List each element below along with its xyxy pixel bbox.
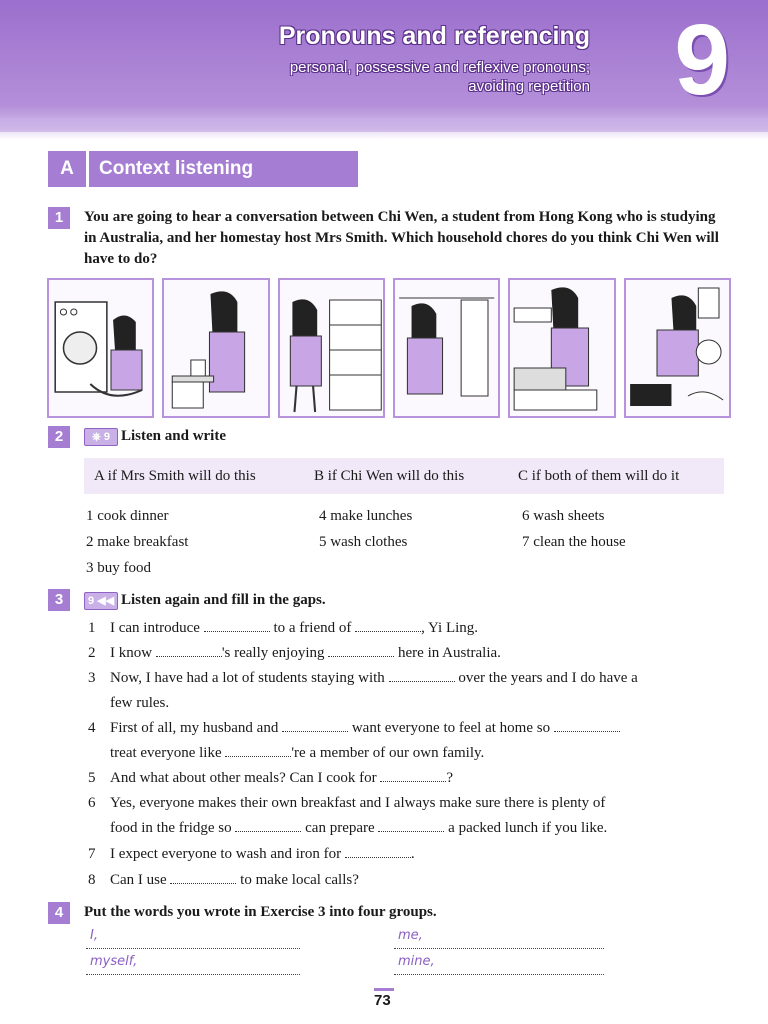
handwritten-answer: mine, (398, 954, 435, 969)
exercise-4-number: 4 (48, 902, 70, 924)
section-header (48, 151, 358, 187)
chore-item: 5 wash clothes (319, 534, 408, 550)
page-number: 73 (374, 992, 391, 1009)
gap-input[interactable] (170, 869, 236, 884)
sentence-text: over the years and I do have a (454, 670, 638, 686)
chore-item: 2 make breakfast (86, 534, 189, 550)
legend-c: C if both of them will do it (518, 467, 680, 484)
chore-item: 6 wash sheets (522, 508, 605, 524)
section-letter: A (48, 151, 89, 187)
handwritten-answer: I, (90, 928, 98, 943)
handwritten-answer: myself, (90, 954, 138, 969)
audio-track-icon[interactable]: ⎈ 9 (84, 428, 118, 446)
sentence-text: First of all, my husband and (110, 720, 283, 736)
sentence-continuation (88, 816, 733, 841)
exercise-2-number: 2 (48, 426, 70, 448)
sentence-text: I can introduce (110, 620, 204, 636)
chore-list-col-3 (522, 503, 626, 555)
gap-fill-sentence-5 (88, 766, 728, 791)
sentence-text: can prepare (301, 820, 379, 836)
sentence-number: 5 (88, 770, 96, 786)
chore-item: 4 make lunches (319, 508, 413, 524)
group-answer-line[interactable] (394, 954, 604, 975)
page-title: Pronouns and referencing (278, 22, 590, 50)
subtitle-line-1: personal, possessive and reflexive pronouns; (289, 59, 590, 76)
illustration-shopping (278, 278, 385, 418)
sentence-number: 1 (88, 620, 96, 636)
answer-key-legend (84, 458, 724, 494)
group-answer-line[interactable] (86, 954, 300, 975)
exercise-3-instruction: Listen again and fill in the gaps. (121, 592, 326, 608)
exercise-4-instruction: Put the words you wrote in Exercise 3 into four groups. (84, 904, 437, 920)
group-answer-line[interactable] (394, 928, 604, 949)
page-number-bar (374, 988, 394, 991)
sentence-number: 2 (88, 645, 96, 661)
sentence-text: food in the fridge so (110, 820, 236, 836)
sentence-continuation: few rules. (110, 695, 170, 711)
exercise-1-number: 1 (48, 207, 70, 229)
chore-list-col-2 (319, 503, 412, 555)
illustration-washing-machine (47, 278, 154, 418)
subtitle-line-2: avoiding repetition (468, 78, 590, 95)
illustration-cleaning (624, 278, 731, 418)
sentence-text: I expect everyone to wash and iron for (110, 846, 345, 862)
gap-fill-sentence-7 (88, 842, 728, 867)
sentence-text: 's really enjoying (221, 645, 329, 661)
gap-input[interactable] (378, 817, 444, 832)
exercise-3-number: 3 (48, 589, 70, 611)
audio-track-icon[interactable]: 9 ◀◀ (84, 592, 118, 610)
gap-input[interactable] (282, 717, 348, 732)
gap-fill-sentence-1 (88, 616, 728, 641)
gap-input[interactable] (225, 742, 291, 757)
audio-track-number: 9 (87, 594, 95, 607)
gap-input[interactable] (156, 642, 222, 657)
sentence-text: I know (110, 645, 156, 661)
sentence-text: to a friend of (269, 620, 356, 636)
illustration-cooking (162, 278, 269, 418)
audio-track-number: 9 (103, 430, 110, 443)
sentence-text: Yes, everyone makes their own breakfast and I always make sure there is plenty of (110, 795, 606, 811)
group-answer-line[interactable] (86, 928, 300, 949)
section-label: Context listening (99, 158, 254, 179)
chore-item: 1 cook dinner (86, 508, 169, 524)
illustration-washing-dishes (508, 278, 615, 418)
sentence-text: And what about other meals? Can I cook for (110, 770, 381, 786)
page-subtitle (170, 58, 590, 96)
chore-item: 3 buy food (86, 560, 151, 576)
gap-input[interactable] (380, 767, 446, 782)
legend-b: B if Chi Wen will do this (314, 467, 465, 484)
gap-fill-sentence-6 (88, 791, 733, 841)
sentence-continuation (88, 741, 733, 766)
sentence-text: treat everyone like (110, 745, 226, 761)
handwritten-answer: me, (398, 928, 423, 943)
exercise-3-instruction-row (84, 590, 326, 611)
sentence-text: ? (446, 770, 454, 786)
gap-fill-sentence-3 (88, 666, 733, 716)
gap-input[interactable] (235, 817, 301, 832)
sentence-number: 3 (88, 670, 96, 686)
sentence-number: 7 (88, 846, 96, 862)
gap-fill-sentence-4 (88, 716, 733, 766)
exercise-2-instruction: Listen and write (121, 428, 226, 444)
chore-item: 7 clean the house (522, 534, 626, 550)
gap-input[interactable] (204, 617, 270, 632)
sentence-text: , Yi Ling. (421, 620, 479, 636)
sentence-text: Can I use (110, 872, 171, 888)
sentence-text: want everyone to feel at home so (348, 720, 554, 736)
sentence-number: 4 (88, 720, 96, 736)
exercise-2-instruction-row (84, 426, 226, 447)
gap-input[interactable] (554, 717, 620, 732)
chore-illustrations (47, 278, 731, 418)
banner-fade (0, 118, 768, 140)
illustration-hanging-clothes (393, 278, 500, 418)
gap-input[interactable] (355, 617, 421, 632)
sentence-number: 8 (88, 872, 96, 888)
sentence-text: . (410, 846, 415, 862)
chore-list-col-1 (86, 503, 188, 581)
gap-fill-sentence-2 (88, 641, 728, 666)
unit-number: 9 (674, 4, 730, 116)
gap-input[interactable] (328, 642, 394, 657)
sentence-text: a packed lunch if you like. (444, 820, 608, 836)
sentence-number: 6 (88, 795, 96, 811)
exercise-1-text: You are going to hear a conversation between Chi Wen, a student from Hong Kong who is studying in Australia, and her homestay host Mrs Smith. Which household chores do you think Chi Wen will have to do? (84, 209, 719, 267)
sentence-text: to make local calls? (236, 872, 359, 888)
legend-a: A if Mrs Smith will do this (94, 467, 256, 484)
sentence-text: Now, I have had a lot of students staying with (110, 670, 389, 686)
gap-fill-sentence-8 (88, 868, 728, 893)
sentence-text: 're a member of our own family. (291, 745, 485, 761)
sentence-text: here in Australia. (394, 645, 501, 661)
gap-input[interactable] (345, 843, 411, 858)
gap-input[interactable] (389, 667, 455, 682)
